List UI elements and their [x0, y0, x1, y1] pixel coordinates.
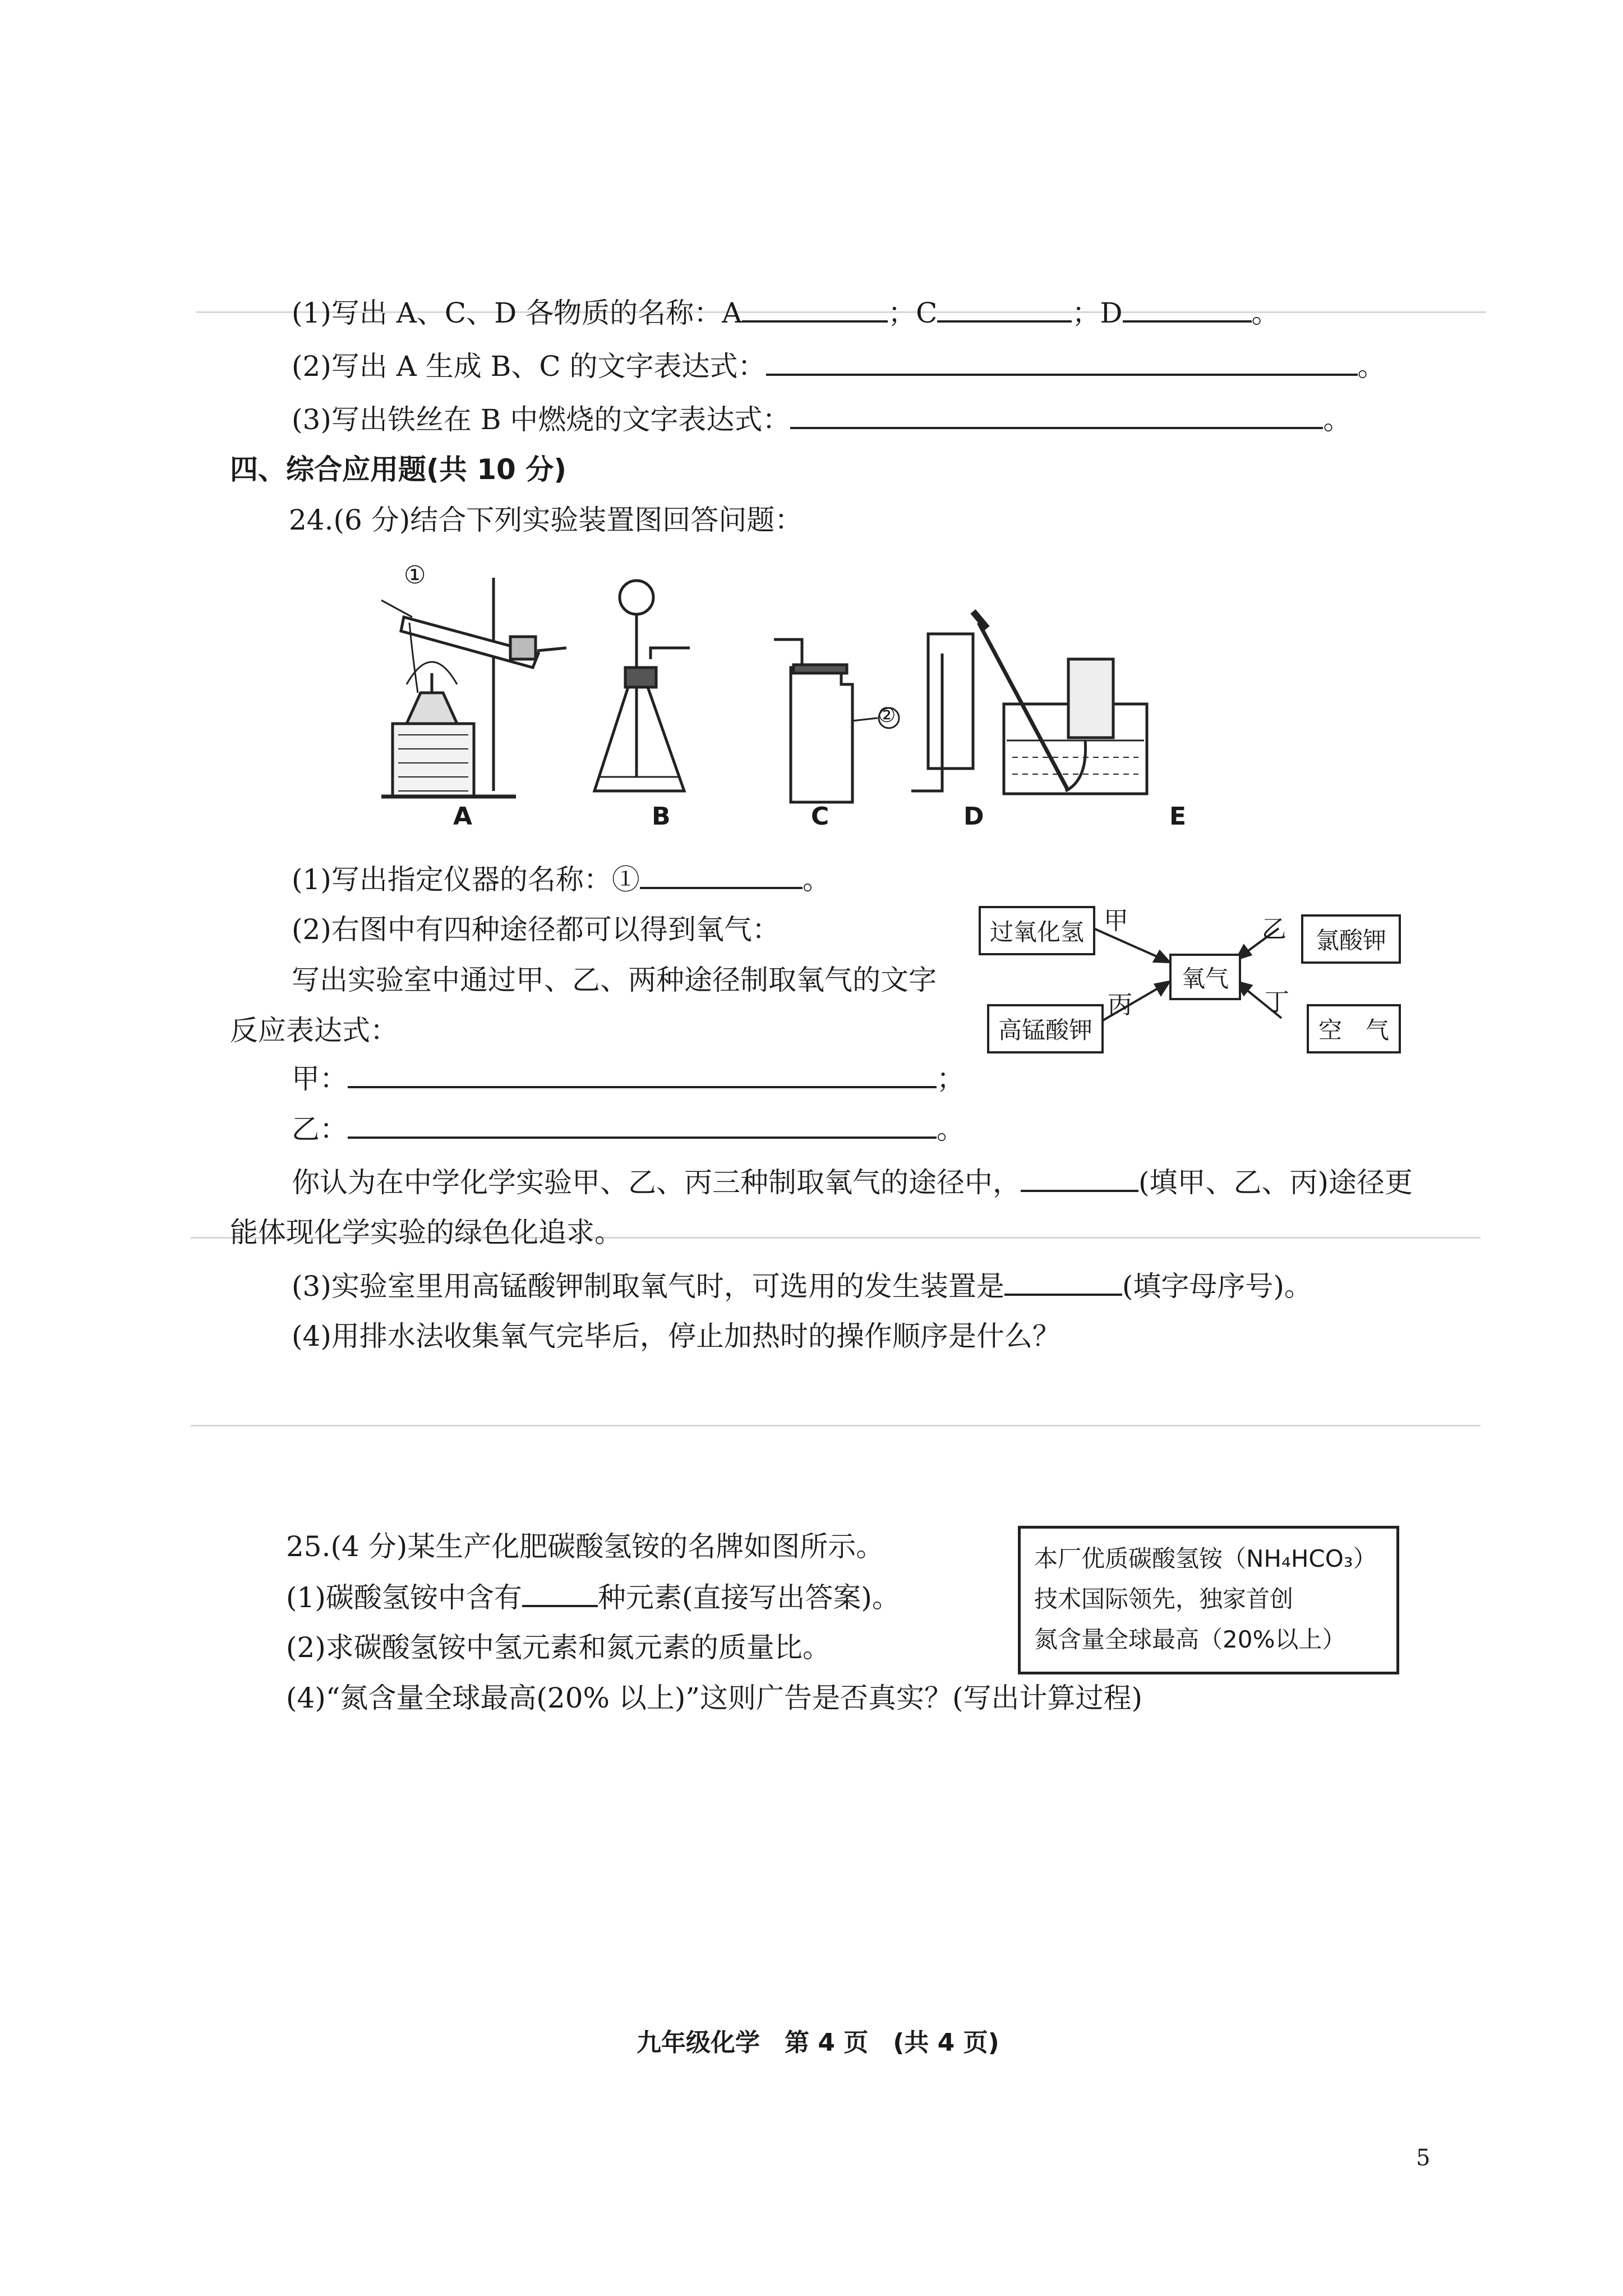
q25-part1-text: (1)碳酸氢铵中含有 [286, 1581, 522, 1614]
q24-part2: (2)右图中有四种途径都可以得到氧气： [292, 913, 780, 946]
apparatus-e [973, 611, 1147, 794]
instrument-marker-2: ② [878, 704, 896, 727]
q24-part2-line2: 写出实验室中通过甲、乙、两种途径制取氧气的文字 [292, 964, 937, 996]
answer-blank-c[interactable] [937, 295, 1072, 323]
nameplate-line: 技术国际领先，独家首创 [1034, 1585, 1294, 1613]
q23-part3-text: (3)写出铁丝在 B 中燃烧的文字表达式： [292, 403, 791, 436]
box-hydrogen-peroxide: 过氧化氢 [979, 906, 1095, 955]
q24-part1-text: (1)写出指定仪器的名称：① [292, 863, 640, 896]
q25-intro: 25.(4 分)某生产化肥碳酸氢铵的名牌如图所示。 [286, 1530, 884, 1563]
path-label-jia: 甲 [1104, 907, 1128, 935]
instrument-marker-1: ① [404, 561, 426, 590]
jia-label: 甲： [292, 1062, 348, 1095]
q24-part3-text: (3)实验室里用高锰酸钾制取氧气时，可选用的发生装置是 [292, 1270, 1004, 1303]
q23-part1-c: ；C [888, 297, 938, 329]
green-text-a: 你认为在中学化学实验甲、乙、丙三种制取氧气的途径中， [292, 1166, 1021, 1199]
answer-blank-element-count[interactable] [522, 1579, 598, 1607]
fertilizer-nameplate [1018, 1526, 1399, 1674]
q24-yi [292, 1111, 965, 1147]
apparatus-d [911, 634, 973, 791]
answer-blank-expression-abc[interactable] [766, 348, 1358, 376]
apparatus-label-a: A [453, 802, 473, 831]
answer-blank-green[interactable] [1021, 1164, 1138, 1192]
period: 。 [802, 863, 831, 896]
q24-intro: 24.(6 分)结合下列实验装置图回答问题： [289, 504, 803, 536]
period: 。 [937, 1113, 965, 1145]
q25-part1-tail: 种元素(直接写出答案)。 [597, 1581, 900, 1614]
answer-blank-d[interactable] [1123, 295, 1252, 323]
q23-part1-d: ；D [1072, 297, 1123, 329]
scan-rule [191, 1425, 1481, 1427]
path-label-bing: 丙 [1108, 991, 1132, 1019]
yi-label: 乙： [292, 1113, 348, 1145]
q24-part1 [292, 861, 831, 898]
q24-part3-tail: (填字母序号)。 [1122, 1270, 1312, 1303]
apparatus-a [381, 578, 566, 797]
q25-part4: (4)“氮含量全球最高(20% 以上)”这则广告是否真实？(写出计算过程) [286, 1682, 1143, 1714]
semicolon: ； [937, 1062, 965, 1095]
apparatus-b [594, 581, 690, 791]
apparatus-label-d: D [963, 802, 984, 831]
answer-blank-jia[interactable] [348, 1060, 937, 1088]
apparatus-label-e: E [1169, 802, 1187, 831]
q23-part3 [292, 401, 1351, 438]
box-potassium-permanganate: 高锰酸钾 [987, 1004, 1104, 1053]
q25-part2: (2)求碳酸氢铵中氢元素和氮元素的质量比。 [286, 1631, 831, 1664]
answer-blank-instrument[interactable] [640, 861, 803, 889]
answer-blank-a[interactable] [742, 295, 888, 323]
q24-jia [292, 1060, 965, 1097]
apparatus-label-b: B [652, 802, 671, 831]
answer-blank-yi[interactable] [348, 1111, 937, 1139]
green-text-b: (填甲、乙、丙)途径更 [1138, 1166, 1413, 1199]
period: 。 [1323, 403, 1352, 436]
q24-part4: (4)用排水法收集氧气完毕后，停止加热时的操作顺序是什么？ [292, 1320, 1061, 1352]
section-heading: 四、综合应用题(共 10 分) [230, 453, 567, 486]
q23-part2 [292, 348, 1386, 384]
box-air: 空 气 [1307, 1004, 1401, 1053]
apparatus-label-c: C [811, 802, 829, 831]
q23-part1 [292, 295, 1280, 331]
period: 。 [1357, 350, 1386, 383]
q24-green-line1 [292, 1164, 1413, 1200]
nameplate-line: 本厂优质碳酸氢铵（NH₄HCO₃） [1034, 1545, 1377, 1572]
q24-part3 [292, 1268, 1312, 1304]
page-footer: 九年级化学 第 4 页 (共 4 页) [637, 2028, 999, 2057]
answer-blank-generator[interactable] [1004, 1268, 1122, 1296]
page-number: 5 [1416, 2145, 1431, 2171]
q23-part1-text: (1)写出 A、C、D 各物质的名称：A [292, 297, 743, 329]
path-label-ding: 丁 [1265, 988, 1289, 1016]
q24-part2-line3: 反应表达式： [230, 1014, 398, 1047]
path-label-yi: 乙 [1262, 915, 1287, 944]
box-oxygen: 氧气 [1169, 954, 1241, 1000]
q24-green-line2: 能体现化学实验的绿色化追求。 [230, 1216, 623, 1249]
period: 。 [1251, 297, 1280, 329]
answer-blank-iron-burning[interactable] [790, 401, 1323, 429]
q25-part1 [286, 1579, 900, 1616]
box-potassium-chlorate: 氯酸钾 [1301, 914, 1401, 964]
q23-part2-text: (2)写出 A 生成 B、C 的文字表达式： [292, 350, 766, 383]
nameplate-line: 氮含量全球最高（20%以上） [1034, 1626, 1346, 1653]
